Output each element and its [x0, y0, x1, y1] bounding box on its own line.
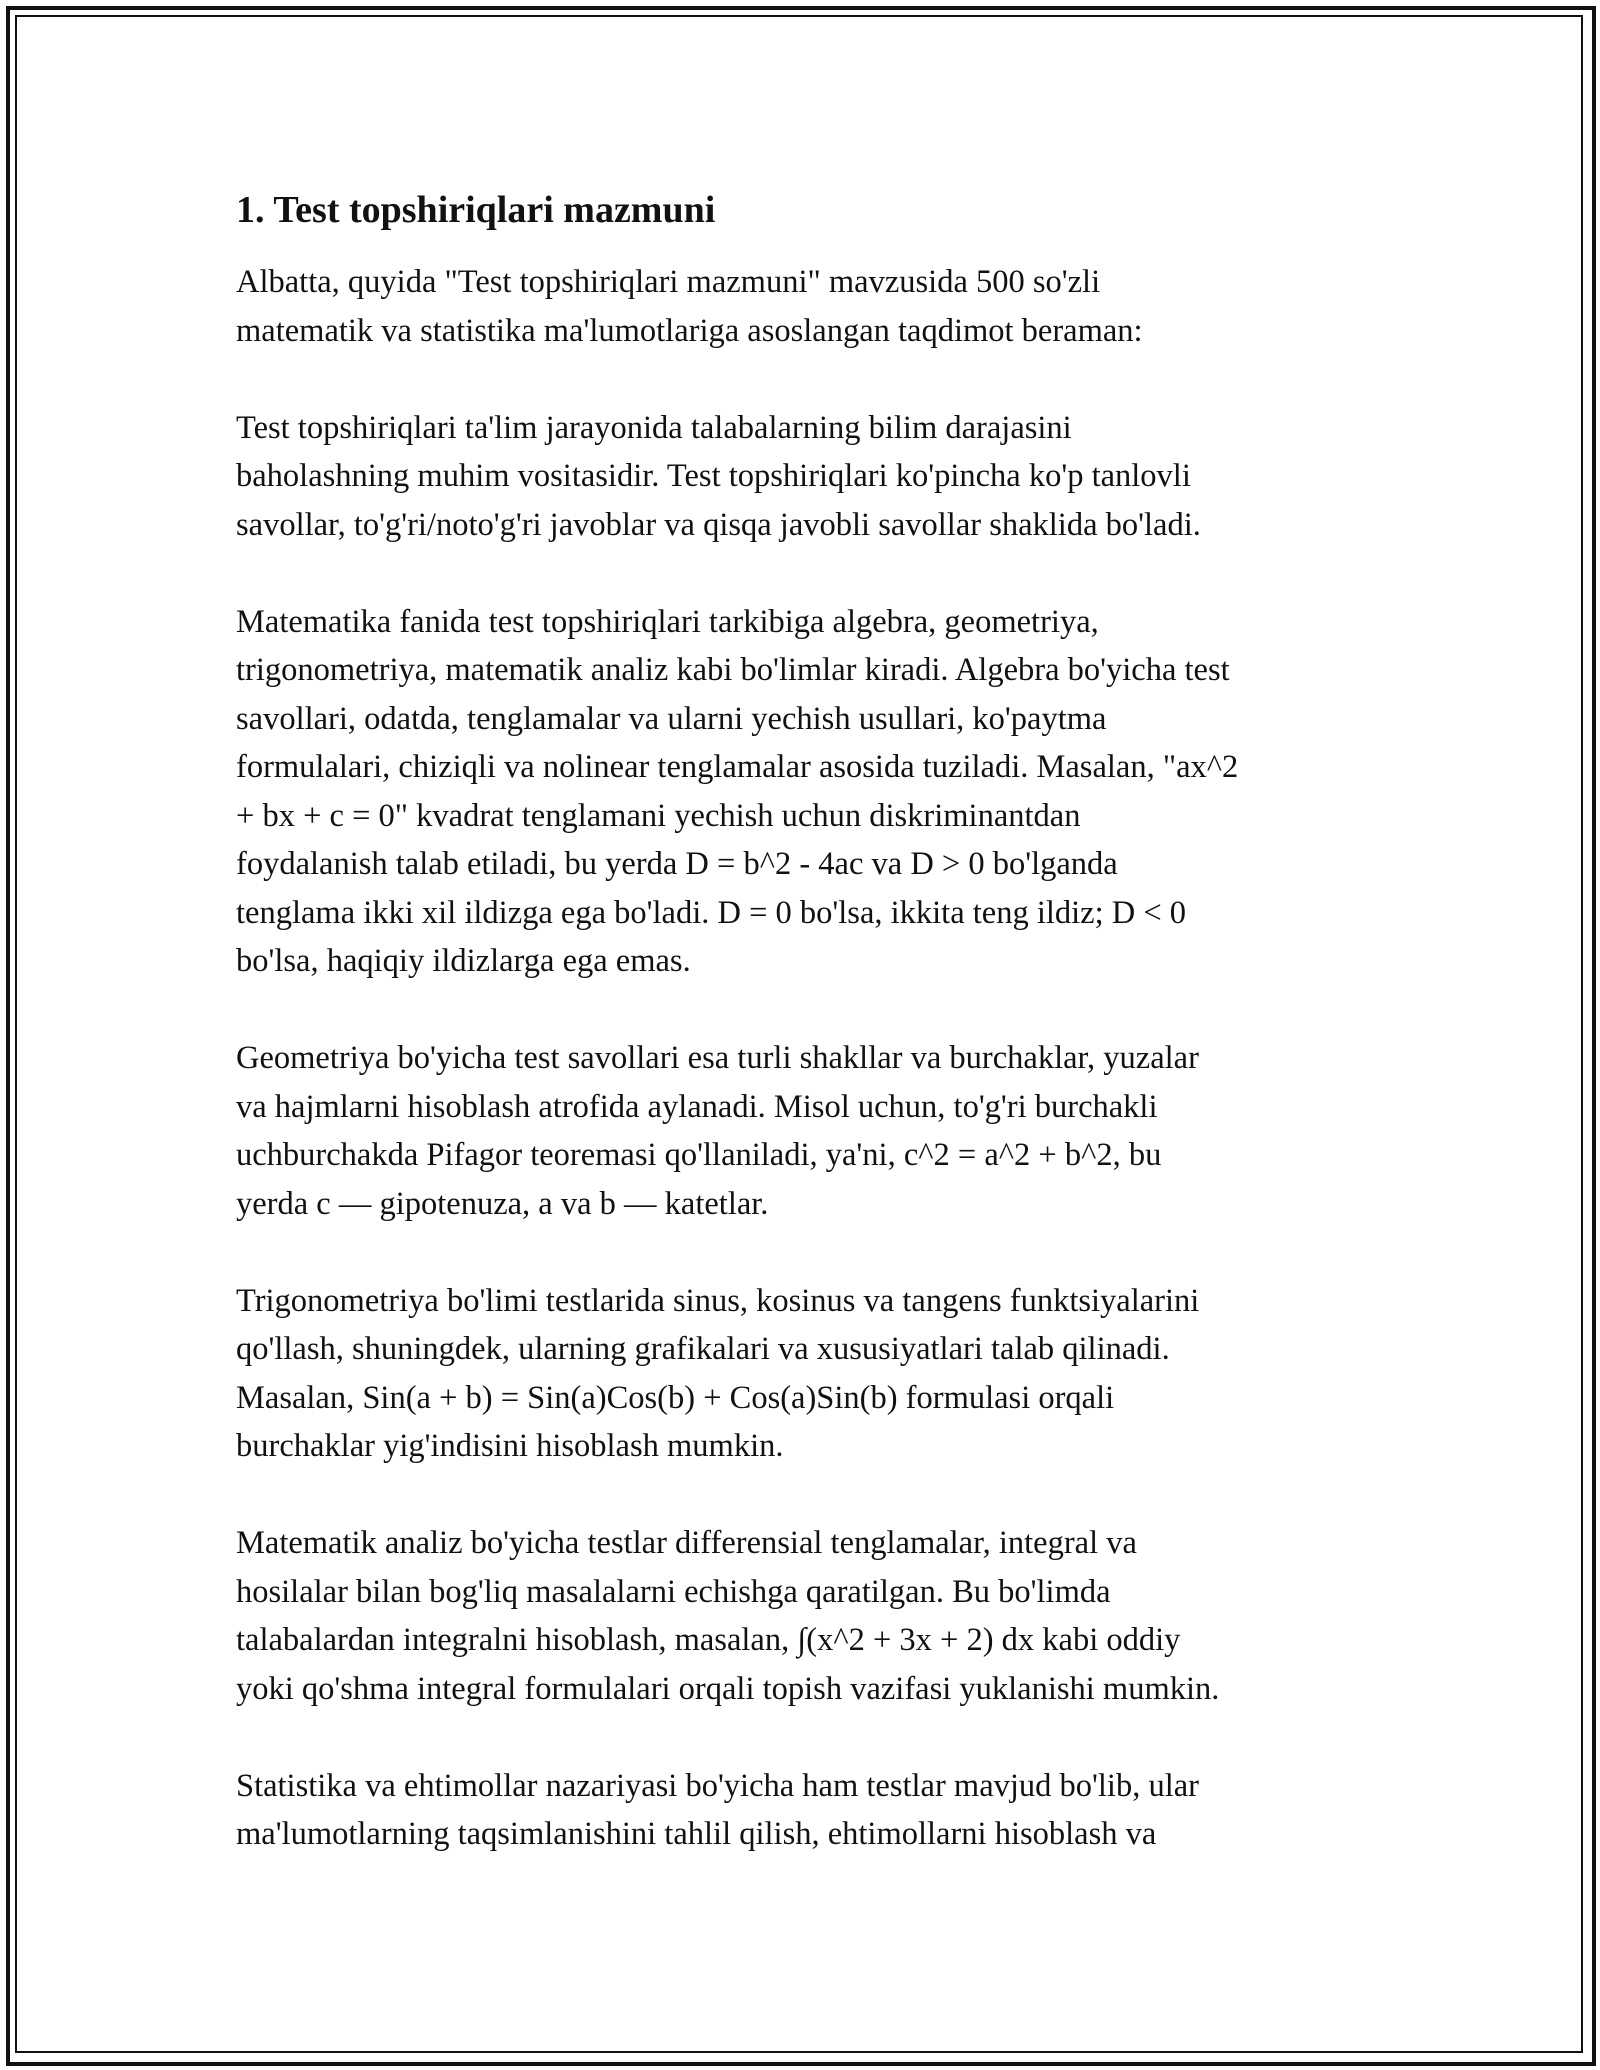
text-line: Matematika fanida test topshiriqlari tarkibiga algebra, geometriya,	[236, 603, 1099, 640]
text-line: Statistika va ehtimollar nazariyasi bo'yicha ham testlar mavjud bo'lib, ular	[236, 1767, 1199, 1804]
text-line: foydalanish talab etiladi, bu yerda D = b^2 - 4ac va D > 0 bo'lganda	[236, 846, 1118, 882]
paragraph-trigonometry	[236, 1277, 1376, 1471]
text-line: talabalardan integralni hisoblash, masalan, ∫(x^2 + 3x + 2) dx kabi oddiy	[236, 1622, 1181, 1658]
text-line: Test topshiriqlari ta'lim jarayonida talabalarning bilim darajasini	[236, 409, 1072, 446]
text-line: matematik va statistika ma'lumotlariga asoslangan taqdimot beraman:	[236, 312, 1143, 349]
text-line: tenglama ikki xil ildizga ega bo'ladi. D = 0 bo'lsa, ikkita teng ildiz; D < 0	[236, 894, 1187, 931]
text-line: savollari, odatda, tenglamalar va ularni yechish usullari, ko'paytma	[236, 700, 1107, 737]
section-heading: 1. Test topshiriqlari mazmuni	[236, 189, 716, 231]
text-line: hosilalar bilan bog'liq masalalarni echishga qaratilgan. Bu bo'limda	[236, 1573, 1111, 1610]
text-line: qo'llash, shuningdek, ularning grafikalari va xususiyatlari talab qilinadi.	[236, 1331, 1170, 1367]
text-line: va hajmlarni hisoblash atrofida aylanadi. Misol uchun, to'g'ri burchakli	[236, 1088, 1158, 1125]
paragraph-analysis	[236, 1519, 1376, 1713]
text-line: Geometriya bo'yicha test savollari esa turli shakllar va burchaklar, yuzalar	[236, 1040, 1199, 1076]
text-line: uchburchakda Pifagor teoremasi qo'llaniladi, ya'ni, c^2 = a^2 + b^2, bu	[236, 1137, 1162, 1173]
paragraph-intro	[236, 258, 1376, 355]
text-line: yerda c — gipotenuza, a va b — katetlar.	[236, 1185, 769, 1222]
text-line: Trigonometriya bo'limi testlarida sinus, kosinus va tangens funktsiyalarini	[236, 1282, 1200, 1319]
text-line: bo'lsa, haqiqiy ildizlarga ega emas.	[236, 943, 691, 979]
text-line: ma'lumotlarning taqsimlanishini tahlil qilish, ehtimollarni hisoblash va	[236, 1816, 1157, 1852]
text-line: burchaklar yig'indisini hisoblash mumkin.	[236, 1428, 784, 1464]
text-line: Masalan, Sin(a + b) = Sin(a)Cos(b) + Cos(a)Sin(b) formulasi orqali	[236, 1379, 1115, 1416]
text-line: yoki qo'shma integral formulalari orqali topish vazifasi yuklanishi mumkin.	[236, 1670, 1220, 1707]
paragraph-test-purpose	[236, 404, 1376, 550]
text-line: formulalari, chiziqli va nolinear tenglamalar asosida tuziladi. Masalan, "ax^2	[236, 749, 1239, 785]
paragraph-geometry	[236, 1034, 1376, 1228]
text-line: savollar, to'g'ri/noto'g'ri javoblar va qisqa javobli savollar shaklida bo'ladi.	[236, 506, 1201, 543]
document-body	[236, 186, 1376, 1907]
text-line: trigonometriya, matematik analiz kabi bo'limlar kiradi. Algebra bo'yicha test	[236, 652, 1230, 688]
paragraph-algebra	[236, 598, 1376, 986]
text-line: Albatta, quyida "Test topshiriqlari mazmuni" mavzusida 500 so'zli	[236, 264, 1101, 300]
paragraph-statistics	[236, 1762, 1376, 1859]
text-line: baholashning muhim vositasidir. Test topshiriqlari ko'pincha ko'p tanlovli	[236, 458, 1191, 494]
text-line: + bx + c = 0" kvadrat tenglamani yechish uchun diskriminantdan	[236, 797, 1081, 834]
text-line: Matematik analiz bo'yicha testlar differensial tenglamalar, integral va	[236, 1525, 1137, 1561]
